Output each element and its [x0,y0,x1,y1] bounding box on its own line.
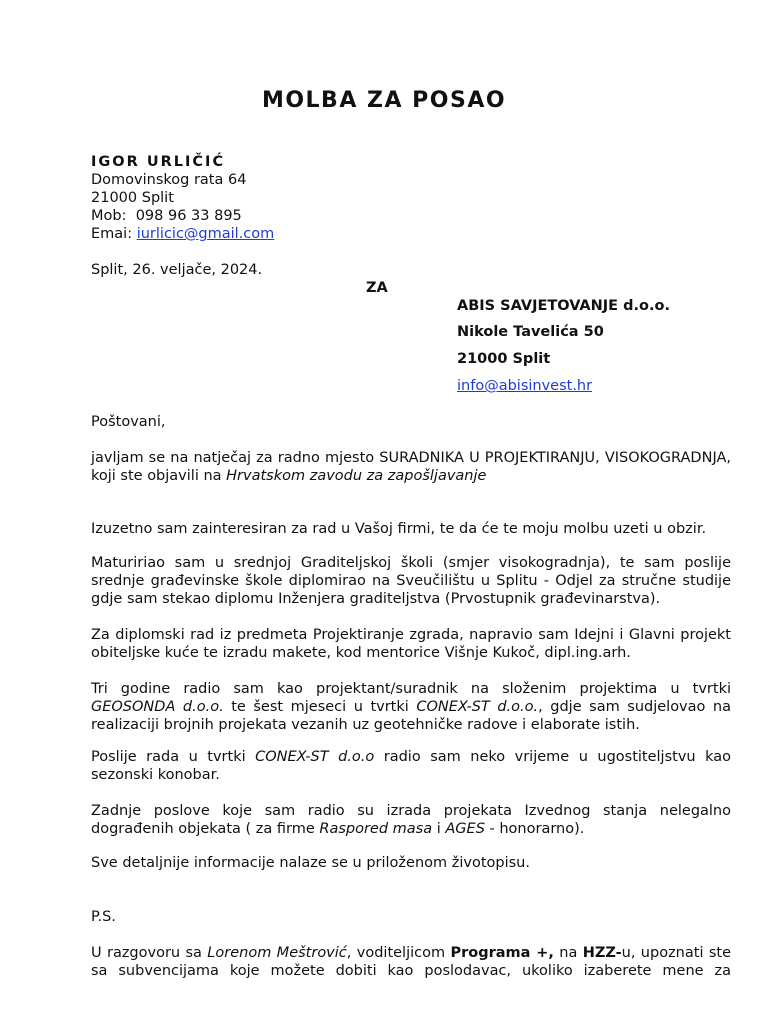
document-title: MOLBA ZA POSAO [261,88,507,113]
sender-name: IGOR URLIČIĆ [91,154,226,170]
recipient-street: Nikole Tavelića 50 [457,324,604,340]
paragraph-text: Tri godine radio sam kao projektant/suradnik na složenim projektima u tvrtki [91,681,731,697]
paragraph-text: - honorarno). [484,821,585,837]
letter-date: Split, 26. veljače, 2024. [91,262,263,278]
paragraph-ps [91,944,731,980]
company-name: CONEX-ST d.o.o [255,749,375,765]
paragraph-text: radio sam neko vrijeme u ugostiteljstvu kao sezonski konobar. [91,749,731,783]
paragraph-application [91,449,731,485]
employment-office-name: Hrvatskom zavodu za zapošljavanje [226,468,487,484]
paragraph-cv-reference: Sve detaljnije informacije nalaze se u priloženom životopisu. [91,855,530,871]
company-name: GEOSONDA d.o.o. [91,699,224,715]
to-label: ZA [366,280,388,296]
greeting: Poštovani, [91,414,166,430]
recipient-email-link[interactable]: info@abisinvest.hr [457,378,593,394]
sender-email [91,225,274,243]
paragraph-text: Zadnje poslove koje sam radio su izrada projekata Izvednog stanja nelegalno dograđenih objekata ( za firme [91,803,731,837]
company-name: Raspored masa [319,821,433,837]
contact-person: Lorenom Meštrović [207,945,347,961]
paragraph-thesis: Za diplomski rad iz predmeta Projektiranje zgrada, napravio sam Idejni i Glavni projekt obiteljske kuće te izradu makete, kod mentorice Višnje Kukoč, dipl.ing.arh. [91,627,731,661]
mobile-label: Mob: [91,208,127,224]
recipient-company: ABIS SAVJETOVANJE d.o.o. [457,298,670,314]
company-name: AGES [445,821,485,837]
paragraph-text: Poslije rada u tvrtki [91,749,256,765]
sender-city: 21000 Split [91,190,174,206]
recipient-city: 21000 Split [457,351,551,367]
ps-label: P.S. [91,909,116,925]
paragraph-interest: Izuzetno sam zainteresiran za rad u Vašoj firmi, te da će te moju molbu uzeti u obzir. [91,521,707,537]
paragraph-text: te šest mjeseci u tvrtki [223,699,417,715]
paragraph-text: na [553,945,583,961]
paragraph-education: Matuririao sam u srednjoj Graditeljskoj školi (smjer visokogradnja), te sam poslije srednje građevinske škole diplomirao na Sveučilištu u Splitu - Odjel za stručne studije gdje sam stekao diplomu Inženjera graditeljstva (Prvostupnik građevinarstva). [91,555,731,607]
paragraph-text: U razgovoru sa [91,945,208,961]
sender-mobile [91,207,242,225]
paragraph-recent-work [91,802,731,838]
paragraph-text: u, upoznati ste sa subvencijama koje možete dobiti kao poslodavac, ukoliko izaberete mene za [91,945,731,979]
agency-name: HZZ- [582,945,622,961]
paragraph-text: , gdje sam sudjelovao na realizaciji brojnih projekata vezanih uz geotehničke radove i elaborate istih. [91,699,732,733]
program-name: Programa +, [450,945,554,961]
email-label: Emai: [91,226,133,242]
paragraph-text: javljam se na natječaj za radno mjesto SURADNIKA U PROJEKTIRANJU, VISOKOGRADNJA, koji ste objavili na [91,450,731,484]
mobile-number: 098 96 33 895 [135,208,242,224]
company-name: CONEX-ST d.o.o. [416,699,539,715]
paragraph-later-work [91,748,731,784]
sender-street: Domovinskog rata 64 [91,172,247,188]
paragraph-text: , voditeljicom [346,945,451,961]
paragraph-experience [91,680,731,734]
sender-email-link[interactable]: iurlicic@gmail.com [136,226,275,242]
paragraph-text: i [432,821,446,837]
